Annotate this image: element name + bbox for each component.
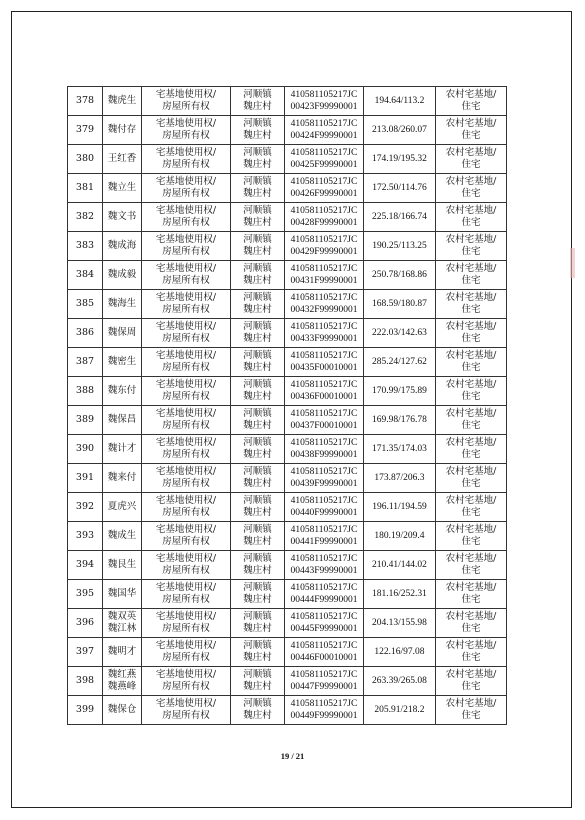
area-cell: 168.59/180.87	[364, 290, 436, 319]
owner-name-cell: 魏双英 魏江林	[103, 609, 142, 638]
unit-id-cell: 410581105217JC 00425F99990001	[285, 145, 364, 174]
land-use-cell: 农村宅基地/ 住宅	[436, 232, 507, 261]
row-number-cell: 390	[68, 435, 103, 464]
table-row	[68, 319, 507, 348]
right-type-cell: 宅基地使用权/ 房屋所有权	[142, 493, 231, 522]
right-type-cell: 宅基地使用权/ 房屋所有权	[142, 290, 231, 319]
right-type-cell: 宅基地使用权/ 房屋所有权	[142, 87, 231, 116]
table-row	[68, 406, 507, 435]
registry-table	[67, 86, 507, 725]
unit-id-cell: 410581105217JC 00435F00010001	[285, 348, 364, 377]
right-type-cell: 宅基地使用权/ 房屋所有权	[142, 406, 231, 435]
land-use-cell: 农村宅基地/ 住宅	[436, 348, 507, 377]
owner-name-cell: 魏海生	[103, 290, 142, 319]
table-row	[68, 609, 507, 638]
row-number-cell: 398	[68, 667, 103, 696]
right-type-cell: 宅基地使用权/ 房屋所有权	[142, 609, 231, 638]
owner-name-cell: 魏成生	[103, 522, 142, 551]
owner-name-cell: 魏成海	[103, 232, 142, 261]
unit-id-cell: 410581105217JC 00440F99990001	[285, 493, 364, 522]
land-use-cell: 农村宅基地/ 住宅	[436, 638, 507, 667]
area-cell: 190.25/113.25	[364, 232, 436, 261]
right-type-cell: 宅基地使用权/ 房屋所有权	[142, 522, 231, 551]
area-cell: 122.16/97.08	[364, 638, 436, 667]
area-cell: 285.24/127.62	[364, 348, 436, 377]
owner-name-cell: 魏虎生	[103, 87, 142, 116]
row-number-cell: 399	[68, 696, 103, 725]
right-type-cell: 宅基地使用权/ 房屋所有权	[142, 464, 231, 493]
unit-id-cell: 410581105217JC 00443F99990001	[285, 551, 364, 580]
table-row	[68, 145, 507, 174]
owner-name-cell: 魏来付	[103, 464, 142, 493]
area-cell: 250.78/168.86	[364, 261, 436, 290]
right-type-cell: 宅基地使用权/ 房屋所有权	[142, 203, 231, 232]
unit-id-cell: 410581105217JC 00432F99990001	[285, 290, 364, 319]
land-use-cell: 农村宅基地/ 住宅	[436, 174, 507, 203]
owner-name-cell: 魏明才	[103, 638, 142, 667]
area-cell: 174.19/195.32	[364, 145, 436, 174]
table-row	[68, 551, 507, 580]
table-row	[68, 696, 507, 725]
right-type-cell: 宅基地使用权/ 房屋所有权	[142, 232, 231, 261]
table-row	[68, 116, 507, 145]
row-number-cell: 378	[68, 87, 103, 116]
owner-name-cell: 夏虎兴	[103, 493, 142, 522]
table-row	[68, 377, 507, 406]
right-type-cell: 宅基地使用权/ 房屋所有权	[142, 580, 231, 609]
table-row	[68, 174, 507, 203]
area-cell: 180.19/209.4	[364, 522, 436, 551]
location-cell: 河顺镇 魏庄村	[231, 580, 285, 609]
table-row	[68, 232, 507, 261]
unit-id-cell: 410581105217JC 00436F00010001	[285, 377, 364, 406]
row-number-cell: 382	[68, 203, 103, 232]
land-use-cell: 农村宅基地/ 住宅	[436, 464, 507, 493]
location-cell: 河顺镇 魏庄村	[231, 203, 285, 232]
table-row	[68, 261, 507, 290]
owner-name-cell: 魏文书	[103, 203, 142, 232]
right-type-cell: 宅基地使用权/ 房屋所有权	[142, 348, 231, 377]
location-cell: 河顺镇 魏庄村	[231, 551, 285, 580]
area-cell: 204.13/155.98	[364, 609, 436, 638]
location-cell: 河顺镇 魏庄村	[231, 522, 285, 551]
right-type-cell: 宅基地使用权/ 房屋所有权	[142, 667, 231, 696]
red-stamp-mark	[570, 248, 575, 278]
owner-name-cell: 魏计才	[103, 435, 142, 464]
table-row	[68, 667, 507, 696]
row-number-cell: 395	[68, 580, 103, 609]
row-number-cell: 384	[68, 261, 103, 290]
area-cell: 194.64/113.2	[364, 87, 436, 116]
right-type-cell: 宅基地使用权/ 房屋所有权	[142, 696, 231, 725]
row-number-cell: 391	[68, 464, 103, 493]
unit-id-cell: 410581105217JC 00429F99990001	[285, 232, 364, 261]
land-use-cell: 农村宅基地/ 住宅	[436, 493, 507, 522]
unit-id-cell: 410581105217JC 00439F99990001	[285, 464, 364, 493]
owner-name-cell: 魏国华	[103, 580, 142, 609]
row-number-cell: 380	[68, 145, 103, 174]
owner-name-cell: 王红香	[103, 145, 142, 174]
row-number-cell: 397	[68, 638, 103, 667]
land-use-cell: 农村宅基地/ 住宅	[436, 290, 507, 319]
location-cell: 河顺镇 魏庄村	[231, 406, 285, 435]
table-row	[68, 493, 507, 522]
table-row	[68, 435, 507, 464]
area-cell: 172.50/114.76	[364, 174, 436, 203]
location-cell: 河顺镇 魏庄村	[231, 464, 285, 493]
location-cell: 河顺镇 魏庄村	[231, 319, 285, 348]
location-cell: 河顺镇 魏庄村	[231, 638, 285, 667]
location-cell: 河顺镇 魏庄村	[231, 609, 285, 638]
row-number-cell: 394	[68, 551, 103, 580]
unit-id-cell: 410581105217JC 00441F99990001	[285, 522, 364, 551]
location-cell: 河顺镇 魏庄村	[231, 348, 285, 377]
area-cell: 225.18/166.74	[364, 203, 436, 232]
row-number-cell: 379	[68, 116, 103, 145]
area-cell: 205.91/218.2	[364, 696, 436, 725]
land-use-cell: 农村宅基地/ 住宅	[436, 696, 507, 725]
row-number-cell: 393	[68, 522, 103, 551]
unit-id-cell: 410581105217JC 00447F99990001	[285, 667, 364, 696]
unit-id-cell: 410581105217JC 00431F99990001	[285, 261, 364, 290]
unit-id-cell: 410581105217JC 00428F99990001	[285, 203, 364, 232]
location-cell: 河顺镇 魏庄村	[231, 377, 285, 406]
area-cell: 210.41/144.02	[364, 551, 436, 580]
area-cell: 213.08/260.07	[364, 116, 436, 145]
owner-name-cell: 魏成毅	[103, 261, 142, 290]
unit-id-cell: 410581105217JC 00449F99990001	[285, 696, 364, 725]
location-cell: 河顺镇 魏庄村	[231, 261, 285, 290]
unit-id-cell: 410581105217JC 00438F99990001	[285, 435, 364, 464]
table-row	[68, 580, 507, 609]
area-cell: 222.03/142.63	[364, 319, 436, 348]
land-use-cell: 农村宅基地/ 住宅	[436, 406, 507, 435]
unit-id-cell: 410581105217JC 00446F00010001	[285, 638, 364, 667]
unit-id-cell: 410581105217JC 00423F99990001	[285, 87, 364, 116]
location-cell: 河顺镇 魏庄村	[231, 696, 285, 725]
land-use-cell: 农村宅基地/ 住宅	[436, 435, 507, 464]
location-cell: 河顺镇 魏庄村	[231, 435, 285, 464]
land-use-cell: 农村宅基地/ 住宅	[436, 522, 507, 551]
table-body	[68, 87, 507, 725]
land-use-cell: 农村宅基地/ 住宅	[436, 377, 507, 406]
owner-name-cell: 魏保周	[103, 319, 142, 348]
table-row	[68, 348, 507, 377]
location-cell: 河顺镇 魏庄村	[231, 116, 285, 145]
owner-name-cell: 魏红燕 魏燕峰	[103, 667, 142, 696]
row-number-cell: 386	[68, 319, 103, 348]
land-use-cell: 农村宅基地/ 住宅	[436, 116, 507, 145]
area-cell: 181.16/252.31	[364, 580, 436, 609]
right-type-cell: 宅基地使用权/ 房屋所有权	[142, 551, 231, 580]
land-use-cell: 农村宅基地/ 住宅	[436, 580, 507, 609]
area-cell: 173.87/206.3	[364, 464, 436, 493]
location-cell: 河顺镇 魏庄村	[231, 232, 285, 261]
area-cell: 263.39/265.08	[364, 667, 436, 696]
right-type-cell: 宅基地使用权/ 房屋所有权	[142, 145, 231, 174]
owner-name-cell: 魏付存	[103, 116, 142, 145]
owner-name-cell: 魏立生	[103, 174, 142, 203]
land-use-cell: 农村宅基地/ 住宅	[436, 87, 507, 116]
land-use-cell: 农村宅基地/ 住宅	[436, 203, 507, 232]
row-number-cell: 396	[68, 609, 103, 638]
right-type-cell: 宅基地使用权/ 房屋所有权	[142, 435, 231, 464]
location-cell: 河顺镇 魏庄村	[231, 667, 285, 696]
row-number-cell: 388	[68, 377, 103, 406]
owner-name-cell: 魏艮生	[103, 551, 142, 580]
land-use-cell: 农村宅基地/ 住宅	[436, 551, 507, 580]
area-cell: 170.99/175.89	[364, 377, 436, 406]
page-number: 19 / 21	[280, 751, 305, 761]
right-type-cell: 宅基地使用权/ 房屋所有权	[142, 174, 231, 203]
unit-id-cell: 410581105217JC 00445F99990001	[285, 609, 364, 638]
unit-id-cell: 410581105217JC 00433F99990001	[285, 319, 364, 348]
location-cell: 河顺镇 魏庄村	[231, 174, 285, 203]
row-number-cell: 385	[68, 290, 103, 319]
location-cell: 河顺镇 魏庄村	[231, 87, 285, 116]
row-number-cell: 383	[68, 232, 103, 261]
right-type-cell: 宅基地使用权/ 房屋所有权	[142, 116, 231, 145]
location-cell: 河顺镇 魏庄村	[231, 290, 285, 319]
land-use-cell: 农村宅基地/ 住宅	[436, 609, 507, 638]
row-number-cell: 381	[68, 174, 103, 203]
unit-id-cell: 410581105217JC 00424F99990001	[285, 116, 364, 145]
area-cell: 171.35/174.03	[364, 435, 436, 464]
right-type-cell: 宅基地使用权/ 房屋所有权	[142, 638, 231, 667]
owner-name-cell: 魏保仓	[103, 696, 142, 725]
right-type-cell: 宅基地使用权/ 房屋所有权	[142, 261, 231, 290]
area-cell: 169.98/176.78	[364, 406, 436, 435]
area-cell: 196.11/194.59	[364, 493, 436, 522]
row-number-cell: 392	[68, 493, 103, 522]
land-use-cell: 农村宅基地/ 住宅	[436, 667, 507, 696]
table-row	[68, 638, 507, 667]
land-use-cell: 农村宅基地/ 住宅	[436, 261, 507, 290]
owner-name-cell: 魏密生	[103, 348, 142, 377]
unit-id-cell: 410581105217JC 00426F99990001	[285, 174, 364, 203]
location-cell: 河顺镇 魏庄村	[231, 493, 285, 522]
row-number-cell: 387	[68, 348, 103, 377]
owner-name-cell: 魏保昌	[103, 406, 142, 435]
right-type-cell: 宅基地使用权/ 房屋所有权	[142, 319, 231, 348]
table-row	[68, 290, 507, 319]
table-row	[68, 522, 507, 551]
location-cell: 河顺镇 魏庄村	[231, 145, 285, 174]
table-row	[68, 464, 507, 493]
table-row	[68, 87, 507, 116]
owner-name-cell: 魏东付	[103, 377, 142, 406]
land-use-cell: 农村宅基地/ 住宅	[436, 319, 507, 348]
right-type-cell: 宅基地使用权/ 房屋所有权	[142, 377, 231, 406]
unit-id-cell: 410581105217JC 00437F00010001	[285, 406, 364, 435]
row-number-cell: 389	[68, 406, 103, 435]
table-row	[68, 203, 507, 232]
land-use-cell: 农村宅基地/ 住宅	[436, 145, 507, 174]
unit-id-cell: 410581105217JC 00444F99990001	[285, 580, 364, 609]
